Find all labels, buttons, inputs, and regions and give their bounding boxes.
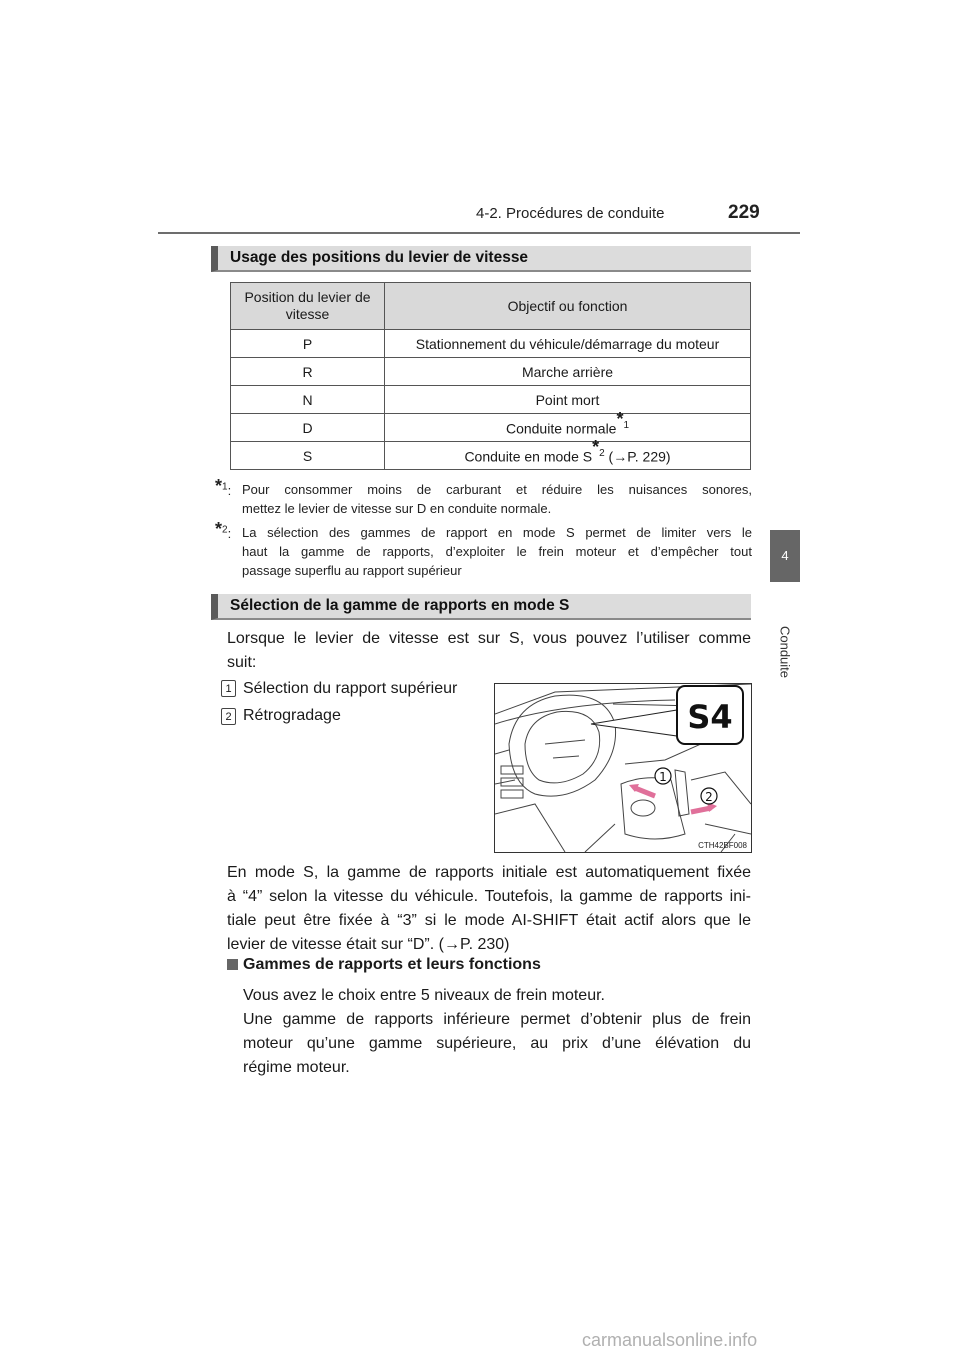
- cell-position: D: [231, 414, 385, 442]
- column-header-position: Position du levier de vitesse: [231, 283, 385, 330]
- footnote-ref[interactable]: *2: [592, 436, 605, 459]
- cell-function: Point mort: [385, 386, 751, 414]
- step-label-1: Sélection du rapport supérieur: [243, 680, 458, 697]
- footnote-mark: *$^2$:: [215, 519, 232, 541]
- intro-paragraph: Lorsque le levier de vitesse est sur S, vous pouvez l’utiliser comme suit:: [227, 630, 751, 671]
- lever-position-table: [230, 282, 751, 470]
- footnote-ref[interactable]: *1: [616, 408, 630, 431]
- running-header-section: 4-2. Procédures de conduite: [476, 205, 665, 222]
- table-row: [231, 358, 751, 386]
- arrow-icon: →: [443, 936, 460, 953]
- cell-position: N: [231, 386, 385, 414]
- table-row: [231, 442, 751, 470]
- s-mode-paragraph: En mode S, la gamme de rapports initiale est automatiquement fixée à “4” selon la vitesse du véhicule. Toutefois, la gamme de rapports ini- tiale peut être fixée à “3” si le mode AI-SHIFT était actif alors que le levier de vitesse était sur “D”. (→P. 230): [227, 864, 751, 953]
- step-label-2: Rétrogradage: [243, 707, 341, 724]
- footnote-1: *$^1$: Pour consommer moins de carburant et réduire les nuisances sonores, mettez le levier de vitesse sur D en conduite normale.: [215, 476, 752, 516]
- watermark: carmanualsonline.info: [582, 1330, 758, 1350]
- footnote-mark: *$^1$:: [215, 476, 232, 498]
- cell-function: Stationnement du véhicule/démarrage du moteur: [385, 330, 751, 358]
- arrow-icon: →: [613, 448, 628, 465]
- callout-1: 1: [659, 770, 667, 784]
- cell-function: Conduite normale$^{*1}$: [385, 414, 751, 442]
- page-reference-link[interactable]: P. 229): [627, 448, 671, 465]
- section-heading-s-mode: Sélection de la gamme de rapports en mode S: [211, 594, 751, 620]
- cell-position: R: [231, 358, 385, 386]
- table-row: [231, 414, 751, 442]
- gear-display-text: S4: [687, 698, 733, 736]
- square-bullet-icon: [227, 959, 238, 970]
- page-number: 229: [728, 202, 760, 223]
- dashboard-drawing: [495, 684, 751, 852]
- chapter-label-text: Conduite: [777, 625, 793, 679]
- table-row: [231, 330, 751, 358]
- cell-function: Conduite en mode $S^{*2}$ (→P. 229): [385, 442, 751, 470]
- subheading-gear-ranges: Gammes de rapports et leurs fonctions: [243, 956, 541, 973]
- chapter-tab[interactable]: 4: [770, 530, 800, 582]
- step-number-2: 2: [221, 708, 236, 725]
- shift-lever-illustration: [494, 683, 752, 853]
- cell-function: Marche arrière: [385, 358, 751, 386]
- illustration-code: CTH42BF008: [698, 841, 747, 850]
- table-row: [231, 386, 751, 414]
- step-number-1: 1: [221, 680, 236, 697]
- cell-position: S: [231, 442, 385, 470]
- gear-ranges-paragraph: Vous avez le choix entre 5 niveaux de frein moteur. Une gamme de rapports inférieure permet d’obtenir plus de frein moteur qu’une gamme supérieure, au prix d’une élévation du régime moteur.: [243, 987, 751, 1076]
- section-heading-lever-positions: Usage des positions du levier de vitesse: [211, 246, 751, 272]
- callout-2: 2: [705, 790, 713, 804]
- header-rule: [158, 232, 800, 234]
- page-reference-link[interactable]: P. 230): [459, 936, 510, 953]
- table-header-row: [231, 283, 751, 330]
- chapter-label: [768, 612, 802, 692]
- column-header-function: Objectif ou fonction: [385, 283, 751, 330]
- footnote-2: *$^2$: La sélection des gammes de rapport en mode S permet de limiter vers le haut la gamme de rapports, d’exploiter le frein moteur et d’empêcher tout passage superflu au rapport supérieur: [215, 519, 752, 578]
- gear-display-callout: [687, 698, 732, 736]
- cell-position: P: [231, 330, 385, 358]
